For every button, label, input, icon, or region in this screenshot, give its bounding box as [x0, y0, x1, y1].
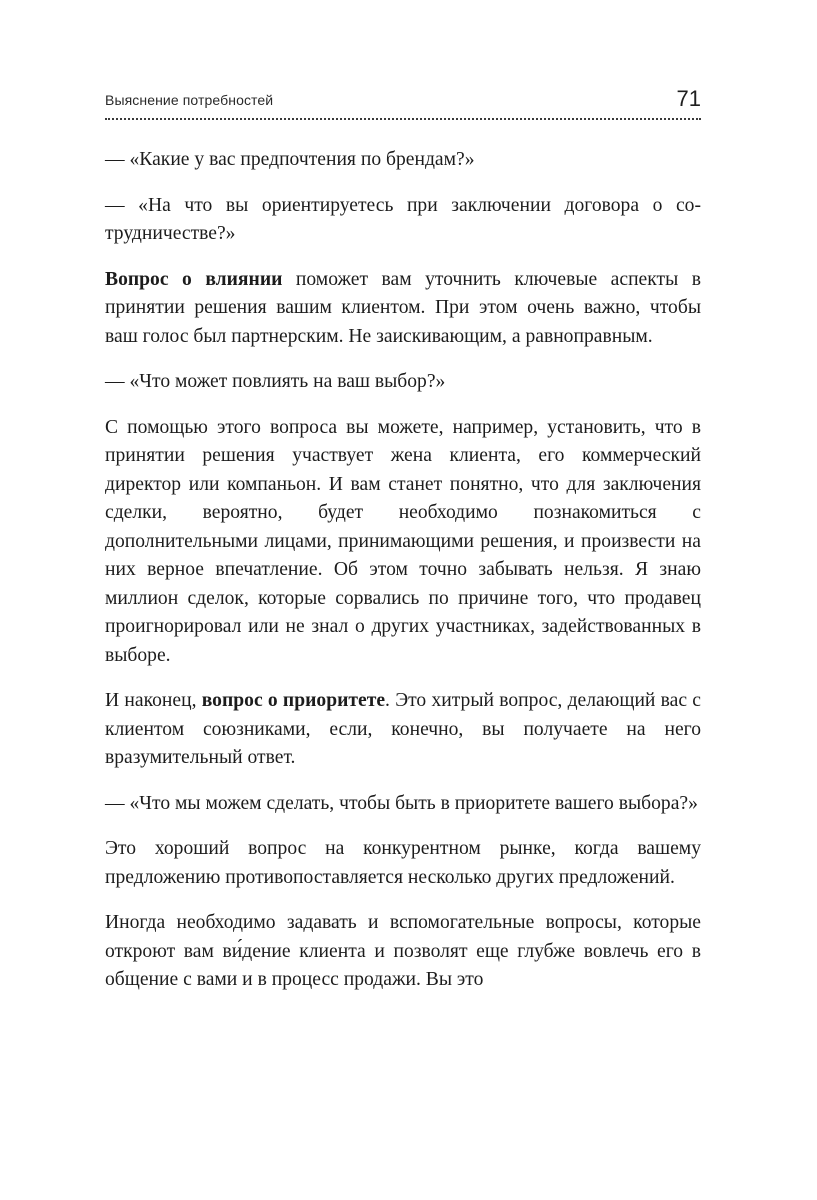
paragraph: [105, 146, 701, 175]
text-segment: — «Что мы можем сделать, чтобы быть в приоритете вашего выбора?»: [105, 792, 698, 814]
text-segment: Это хороший вопрос на конкурентном рынке, когда вашему предложению противопоставляется несколько других предложений.: [105, 838, 701, 888]
text-segment: — «На что вы ориентируетесь при заключении договора о сотрудничестве?»: [105, 194, 701, 244]
text-segment: С помощью этого вопроса вы можете, например, установить, что в принятии решения участвует жена клиента, его коммерческий директор или компаньон. И вам станет понятно, что для заключения сделки, вероятно, будет необходимо познакомиться с дополнительными лицами, принимающими решения, и произвести на них верное впечатление. Об этом точно забывать нельзя. Я знаю миллион сделок, которые сорвались по причине того, что продавец проигнорировал или не знал о других участниках, задействованных в выборе.: [105, 416, 701, 666]
paragraph: [105, 909, 701, 995]
paragraph: [105, 790, 701, 819]
paragraph: [105, 835, 701, 892]
paragraph: [105, 368, 701, 397]
text-segment: — «Какие у вас предпочтения по брендам?»: [105, 149, 475, 170]
bold-term: вопрос о приоритете: [201, 690, 386, 711]
text-segment: Иногда необходимо задавать и вспомогательные вопросы, которые откроют вам ви́дение клиента и позволят еще глубже вовлечь его в общение с вами и в процесс продажи. Вы это: [105, 912, 701, 990]
text-segment: — «Что может повлиять на ваш выбор?»: [105, 371, 446, 392]
running-head: [105, 84, 701, 120]
page-number: 71: [676, 86, 701, 111]
bold-term: Вопрос о влиянии: [105, 268, 283, 290]
paragraph: [105, 687, 701, 773]
text-segment: поможет вам уточнить ключевые аспекты в принятии решения вашим клиентом. При этом очень важно, чтобы ваш голос был партнерским. Не заискивающим, а равноправным.: [105, 268, 701, 347]
text-segment: . Это хитрый вопрос, делающий вас с клиентом союзниками, если, конечно, вы получаете на него вразумительный ответ.: [105, 690, 701, 768]
paragraph: [105, 266, 701, 352]
paragraph: [105, 192, 701, 249]
text-segment: И наконец,: [105, 690, 202, 711]
paragraph: [105, 414, 701, 671]
chapter-title: Выяснение потребностей: [105, 92, 274, 108]
body-text: [105, 146, 701, 1012]
